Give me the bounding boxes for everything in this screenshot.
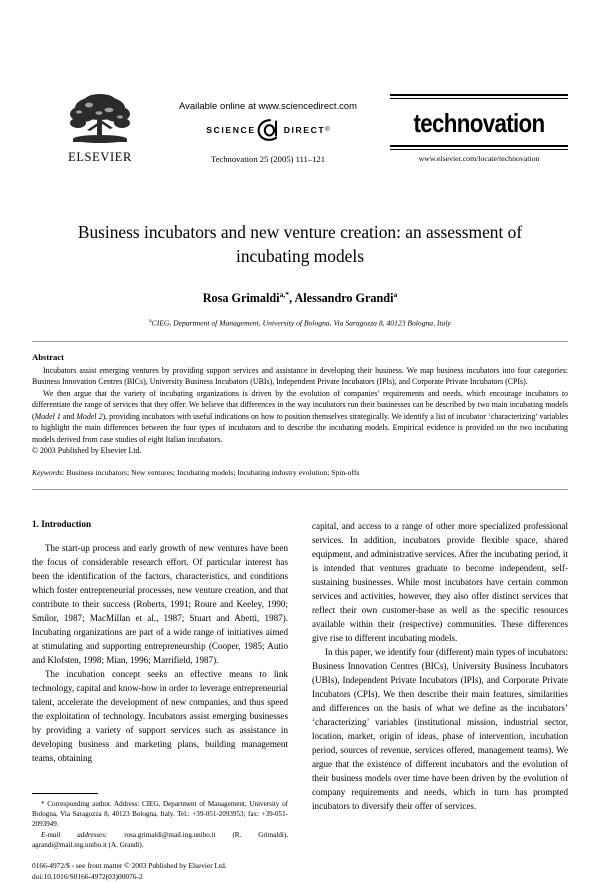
footnote-email-addresses: E-mail addresses: rosa.grimaldi@mail.ing.unibo.it (R. Grimaldi), agrandi@mail.ing.unibo.it (A. Grandi). <box>32 830 288 849</box>
divider-above-abstract <box>32 341 568 342</box>
sciencedirect-logo <box>163 92 373 164</box>
author-list: Rosa Grimaldi$^{a,*}$, Alessandro Grandi$^a$ <box>202 290 398 306</box>
page-title: Business incubators and new venture creation: an assessment of incubating models <box>77 222 523 267</box>
journal-rule-top <box>390 94 568 99</box>
abstract-heading: Abstract <box>32 351 64 362</box>
journal-citation: Technovation 25 (2005) 111–121 <box>210 154 326 164</box>
abstract-copyright: © 2003 Published by Elsevier Ltd. <box>32 446 142 456</box>
keywords-label: Keywords: <box>32 467 65 477</box>
sciencedirect-wordmark <box>163 119 373 141</box>
affiliation: $^a$CIEG, Department of Management, University of Bologna, Via Saragozza 8, 40123 Bologna, Italy <box>149 318 451 328</box>
footnotes <box>32 793 288 882</box>
journal-logo <box>390 92 568 163</box>
body-paragraph: In this paper, we identify four (different) main types of incubators: Business Innovation Centres (BICs), University Business Incubators (UBIs), Independent Private Incubators (IPIs), and Corporate Private Incubators (CPIs). We then describe their main features, similarities and differences on the basis of what we define as the incubators’ ‘characterizing’ variables (institutional mission, industrial sector, location, market, origin of ideas, phase of intervention, incubation period, sources of revenue, services offered, management teams). We argue that the existence of different incubators and the evolution of their business models over time have been driven by the evolution of company requirements and needs, which in turn has prompted incubators to diversify their offer of services. <box>312 646 568 811</box>
registered-mark-icon: ® <box>325 127 330 133</box>
divider-below-keywords <box>32 489 568 490</box>
footnote-divider <box>32 793 98 794</box>
elsevier-tree-icon <box>69 92 131 150</box>
sciencedirect-word-direct: DIRECT <box>283 125 326 135</box>
sciencedirect-available-line: Available online at www.sciencedirect.com <box>178 100 357 111</box>
body-paragraph: The incubation concept seeks an effective means to link technology, capital and know-how in order to leverage entrepreneurial talent, accelerate the development of new companies, and thus speed the exploitation of technology. Incubators assist emerging businesses by providing a variety of support services such as assistance in developing business and marketing plans, building management teams, obtaining <box>32 668 288 763</box>
keywords <box>32 468 568 479</box>
masthead <box>32 0 568 192</box>
body-columns <box>32 518 568 881</box>
journal-rule-bottom <box>390 145 568 150</box>
elsevier-logo <box>32 92 146 164</box>
footnote-issn: 0166-4972/$ - see front matter © 2003 Published by Elsevier Ltd. <box>32 861 227 871</box>
journal-url[interactable]: www.elsevier.com/locate/technovation <box>418 154 540 163</box>
body-paragraph: capital, and access to a range of other more specialized professional services. In addition, incubators provide flexible space, shared equipment, and administrative services. After the incubating period, it is intended that ventures graduate to become independent, self-sustaining businesses. While most incubators have certain common services and activities, however, they also offer distinct services that reflect their own customer-base as well as the specific resources available within their (respective) communities. These differences give rise to different incubating models. <box>312 520 568 643</box>
journal-wordmark: technovation <box>413 108 545 138</box>
footnote-doi: doi:10.1016/S0166-4972(03)00076-2 <box>32 871 143 881</box>
sciencedirect-word-science: SCIENCE <box>206 125 256 135</box>
right-column <box>312 519 568 819</box>
keywords-value: Business incubators; New ventures; Incubating models; Incubating industry evolution; Spin-offs <box>66 467 360 477</box>
abstract-paragraph-2: We then argue that the variety of incubating organizations is driven by the evolution of companies’ requirements and needs, which encourage incubators to differentiate the range of services that they offer. We believe that differences in the way incubators run their businesses can be described by two main incubating models (Model 1 and Model 2), providing incubators with useful indications on how to position themselves strategically. We identify a list of incubator ‘characterizing’ variables to highlight the main differences between the four types of incubators and to describe the incubating models. Empirical evidence is provided on the two incubating models derived from case studies of eight Italian incubators. <box>32 388 569 444</box>
left-column <box>32 518 288 881</box>
sciencedirect-at-mark-icon <box>257 119 283 141</box>
section-heading-introduction: 1. Introduction <box>32 518 92 529</box>
abstract-paragraph-1: Incubators assist emerging ventures by providing support services and assistance in developing their business. We map business incubators into four categories: Business Innovation Centres (BICs), University Business Incubators (UBIs), Independent Private Incubators (IPIs), and Corporate Private Incubators (CPIs). <box>32 365 568 387</box>
elsevier-wordmark: ELSEVIER <box>68 150 132 164</box>
footnote-corresponding-author: * Corresponding author. Address: CIEG, Department of Management, University of Bologna, Via Saragozza 8, 40123 Bologna, Italy. Tel.: +39-051-2093953; fax: +39-051-2093949. <box>32 800 288 829</box>
body-paragraph: The start-up process and early growth of new ventures have been the focus of considerable research effort. Of particular interest has been the identification of the factors, characteristics, and conditions which foster entrepreneurial processes, new venture creation, and that contribute to their success (Roberts, 1991; Roure and Keeley, 1990; Smilor, 1987; MacMillan et al., 1987; Stuart and Abetti, 1987). Incubating organizations are part of a wide range of initiatives aimed at stimulating and supporting entrepreneurship (Cooper, 1985; Autio and Klofsten, 1998; Mian, 1996; Marrifield, 1987). <box>32 542 288 665</box>
